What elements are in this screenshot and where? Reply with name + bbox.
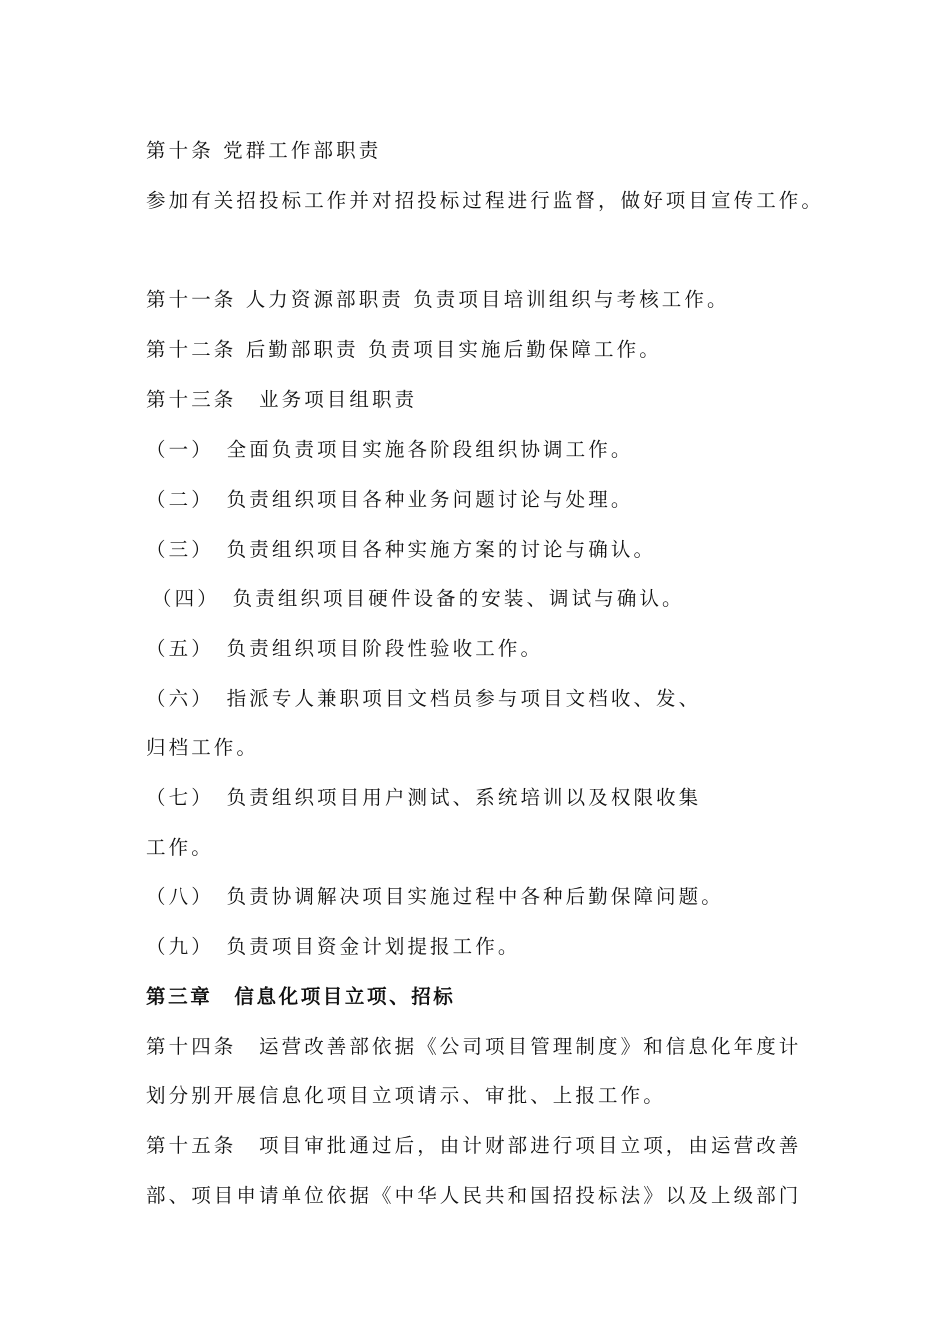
article-13-heading: 第十三条 业务项目组职责 bbox=[146, 388, 418, 411]
list-item-1: （一） 全面负责项目实施各阶段组织协调工作。 bbox=[146, 438, 634, 461]
list-item-3: （三） 负责组织项目各种实施方案的讨论与确认。 bbox=[146, 538, 657, 561]
article-15-line-2: 部、项目申请单位依据《中华人民共和国招投标法》以及上级部门 bbox=[146, 1184, 802, 1207]
article-10-heading: 第十条 党群工作部职责 bbox=[146, 139, 382, 162]
chapter-3-heading: 第三章 信息化项目立项、招标 bbox=[146, 985, 456, 1008]
article-15-line-1: 第十五条 项目审批通过后，由计财部进行项目立项，由运营改善 bbox=[146, 1134, 802, 1157]
list-item-4: （四） 负责组织项目硬件设备的安装、调试与确认。 bbox=[152, 587, 685, 610]
list-item-6: （六） 指派专人兼职项目文档员参与项目文档收、发、 bbox=[146, 687, 702, 710]
article-14-line-2: 划分别开展信息化项目立项请示、审批、上报工作。 bbox=[146, 1084, 666, 1107]
list-item-7: （七） 负责组织项目用户测试、系统培训以及权限收集 bbox=[146, 786, 702, 809]
article-10-body: 参加有关招投标工作并对招投标过程进行监督，做好项目宣传工作。 bbox=[146, 189, 825, 212]
list-item-5: （五） 负责组织项目阶段性验收工作。 bbox=[146, 637, 544, 660]
article-12: 第十二条 后勤部职责 负责项目实施后勤保障工作。 bbox=[146, 338, 662, 361]
article-11: 第十一条 人力资源部职责 负责项目培训组织与考核工作。 bbox=[146, 288, 730, 311]
list-item-9: （九） 负责项目资金计划提报工作。 bbox=[146, 935, 521, 958]
list-item-8: （八） 负责协调解决项目实施过程中各种后勤保障问题。 bbox=[146, 885, 724, 908]
article-14-line-1: 第十四条 运营改善部依据《公司项目管理制度》和信息化年度计 bbox=[146, 1035, 802, 1058]
list-item-6-continued: 归档工作。 bbox=[146, 736, 260, 759]
list-item-7-continued: 工作。 bbox=[146, 836, 214, 859]
list-item-2: （二） 负责组织项目各种业务问题讨论与处理。 bbox=[146, 488, 634, 511]
